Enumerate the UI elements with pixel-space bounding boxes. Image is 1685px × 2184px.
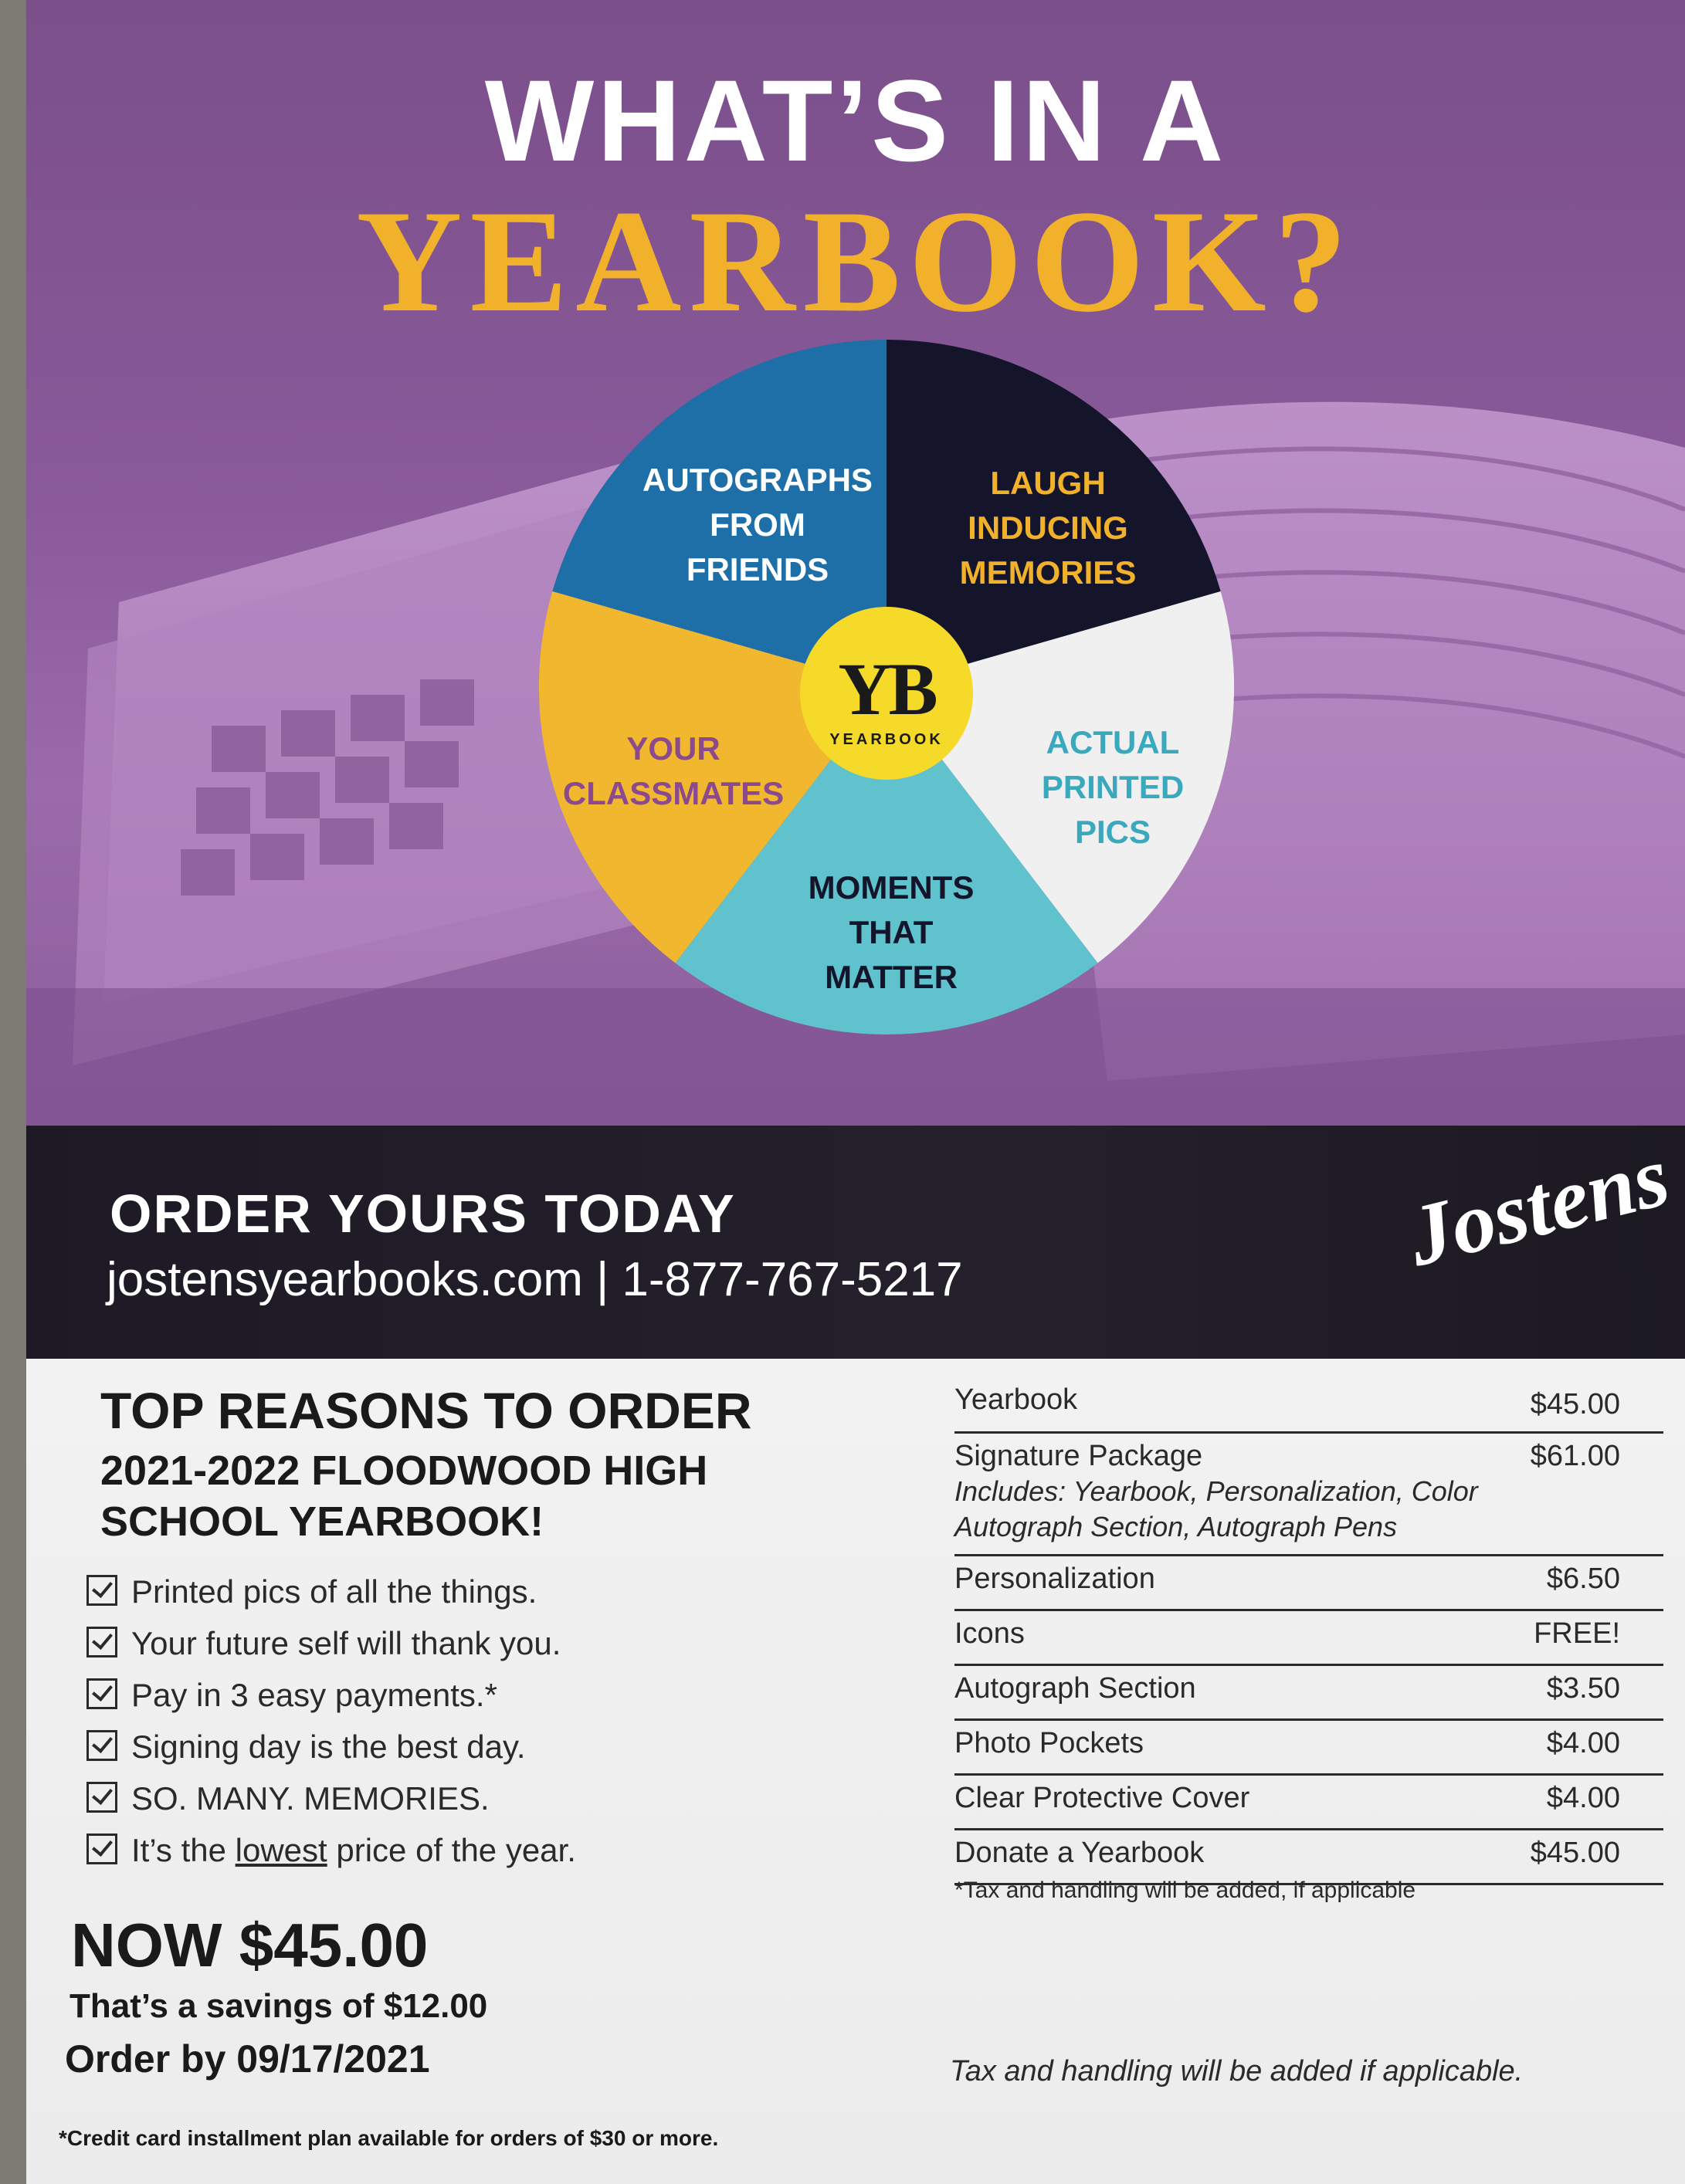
table-row bbox=[954, 1721, 1663, 1776]
checkbox-icon bbox=[86, 1834, 117, 1864]
tax-note-bottom: Tax and handling will be added if applicable. bbox=[950, 2055, 1524, 2087]
list-item bbox=[86, 1566, 576, 1617]
reason-text-pre: It’s the bbox=[131, 1832, 236, 1868]
checkbox-icon bbox=[86, 1575, 117, 1606]
item-price: $45.00 bbox=[1530, 1837, 1620, 1869]
slice-label-printed-1: ACTUAL bbox=[1046, 724, 1180, 760]
jostens-logo: Jostens bbox=[1398, 1128, 1679, 1285]
item-price: $61.00 bbox=[1530, 1440, 1620, 1472]
list-item bbox=[86, 1824, 576, 1876]
item-name: Icons bbox=[954, 1617, 1025, 1650]
slice-label-autographs-3: FRIENDS bbox=[686, 551, 829, 587]
list-item bbox=[86, 1773, 576, 1824]
slice-label-printed-2: PRINTED bbox=[1041, 769, 1185, 805]
flyer bbox=[26, 0, 1685, 2184]
reasons-title: TOP REASONS TO ORDER bbox=[100, 1382, 752, 1439]
slice-label-laugh-3: MEMORIES bbox=[959, 554, 1137, 591]
reason-text: Your future self will thank you. bbox=[131, 1625, 561, 1661]
credit-note: *Credit card installment plan available for orders of $30 or more. bbox=[59, 2126, 719, 2150]
item-price: $6.50 bbox=[1546, 1563, 1620, 1595]
headline-line-2: YEARBOOK? bbox=[356, 181, 1355, 343]
item-price: $3.50 bbox=[1546, 1672, 1620, 1705]
yb-logo-caption: YEARBOOK bbox=[829, 731, 944, 748]
item-price: FREE! bbox=[1534, 1617, 1620, 1650]
table-row bbox=[954, 1556, 1663, 1611]
slice-label-moments-3: MATTER bbox=[825, 959, 958, 995]
order-title: ORDER YOURS TODAY bbox=[110, 1183, 736, 1244]
table-row bbox=[954, 1666, 1663, 1721]
tax-note: *Tax and handling will be added, if applicable bbox=[954, 1878, 1416, 1903]
reasons-subtitle-1: 2021-2022 FLOODWOOD HIGH bbox=[100, 1448, 708, 1494]
table-row bbox=[954, 1776, 1663, 1830]
price-now: NOW $45.00 bbox=[71, 1911, 429, 1979]
reason-text: Pay in 3 easy payments.* bbox=[131, 1677, 497, 1713]
checkbox-icon bbox=[86, 1678, 117, 1709]
checkbox-icon bbox=[86, 1730, 117, 1761]
checkbox-icon bbox=[86, 1627, 117, 1657]
item-name: Photo Pockets bbox=[954, 1727, 1144, 1759]
item-description: Includes: Yearbook, Personalization, Color Autograph Section, Autograph Pens bbox=[954, 1475, 1478, 1542]
item-name: Signature Package bbox=[954, 1440, 1203, 1472]
yb-logo: YB bbox=[838, 648, 935, 730]
table-row bbox=[954, 1434, 1663, 1556]
item-name: Personalization bbox=[954, 1563, 1155, 1595]
list-item bbox=[86, 1669, 576, 1721]
list-item bbox=[86, 1617, 576, 1669]
slice-label-autographs-2: FROM bbox=[710, 506, 805, 543]
table-row bbox=[954, 1611, 1663, 1666]
table-row bbox=[954, 1382, 1663, 1434]
item-name: Autograph Section bbox=[954, 1672, 1196, 1705]
checkbox-icon bbox=[86, 1782, 117, 1813]
item-name: Yearbook bbox=[954, 1383, 1078, 1416]
headline-line-1: WHAT’S IN A bbox=[484, 56, 1227, 185]
price-table bbox=[954, 1382, 1663, 1885]
item-name: Donate a Yearbook bbox=[954, 1837, 1205, 1869]
reasons-heading bbox=[100, 1382, 752, 1547]
slice-label-moments-2: THAT bbox=[849, 914, 934, 950]
reason-text-post: price of the year. bbox=[327, 1832, 576, 1868]
slice-label-moments-1: MOMENTS bbox=[808, 869, 975, 906]
item-price: $4.00 bbox=[1546, 1782, 1620, 1814]
savings-text: That’s a savings of $12.00 bbox=[70, 1987, 488, 2025]
reason-text: SO. MANY. MEMORIES. bbox=[131, 1780, 490, 1817]
order-deadline: Order by 09/17/2021 bbox=[65, 2037, 430, 2081]
slice-label-autographs-1: AUTOGRAPHS bbox=[642, 462, 873, 498]
slice-label-classmates-2: CLASSMATES bbox=[562, 775, 785, 811]
list-item bbox=[86, 1721, 576, 1773]
reasons-subtitle-2: SCHOOL YEARBOOK! bbox=[100, 1498, 544, 1545]
item-price: $4.00 bbox=[1546, 1727, 1620, 1759]
reason-text-underlined: lowest bbox=[235, 1832, 327, 1868]
slice-label-printed-3: PICS bbox=[1074, 814, 1151, 850]
reasons-list bbox=[86, 1566, 576, 1876]
item-price: $45.00 bbox=[1530, 1388, 1620, 1420]
reason-text: Signing day is the best day. bbox=[131, 1729, 526, 1765]
yearbook-pie-diagram bbox=[26, 0, 1685, 1126]
item-name: Clear Protective Cover bbox=[954, 1782, 1250, 1814]
reason-text: Printed pics of all the things. bbox=[131, 1573, 537, 1610]
hero-section bbox=[26, 0, 1685, 1126]
slice-label-laugh-2: INDUCING bbox=[968, 510, 1128, 546]
slice-label-classmates-1: YOUR bbox=[626, 730, 720, 767]
slice-label-laugh-1: LAUGH bbox=[990, 465, 1106, 501]
order-contact: jostensyearbooks.com | 1-877-767-5217 bbox=[107, 1253, 963, 1306]
